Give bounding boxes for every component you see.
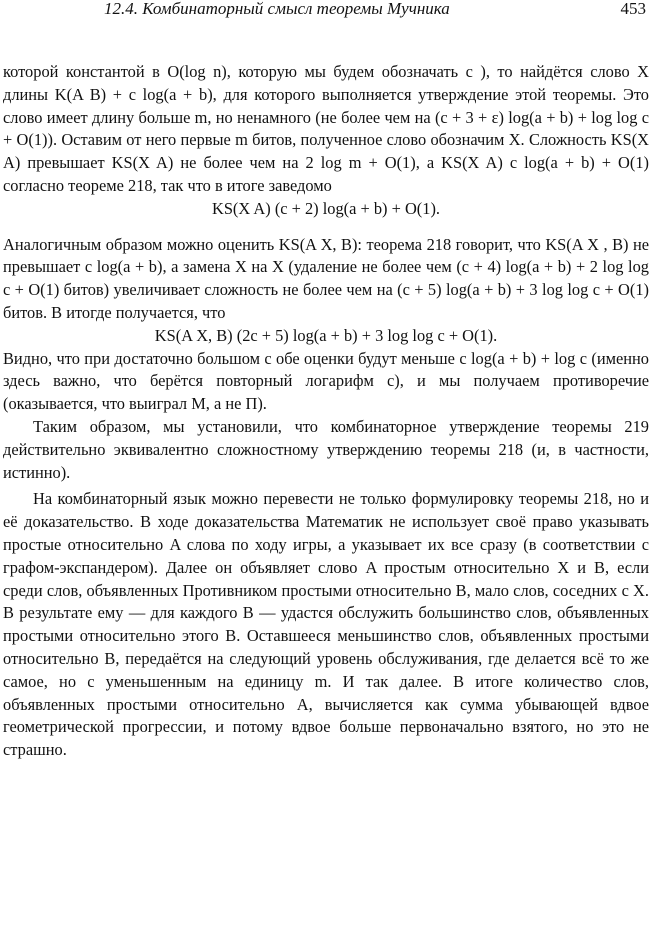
equation-1: KS(X A) (c + 2) log(a + b) + O(1). <box>211 198 440 218</box>
section-title: 12.4. Комбинаторный смысл теоремы Мучника <box>104 0 450 18</box>
paragraph-5: На комбинаторный язык можно перевести не только формулировку теоремы 218, но и её доказательство. В ходе доказательства Математик не использует своё право указывать простые относительно A слова по ходу игры, а указывает их все сразу (в соответствии с графом-экспандером). Далее он объявляет слово A простым относительно X и B, если среди слов, объявленных Противником простыми относительно B, мало слов, соседних с X. В результате ему — для каждого B — удастся обслужить большинство слов, объявленных простыми относительно этого B. Оставшееся меньшинство слов, объявленных простыми относительно B, передаётся на следующий уровень обслуживания, где делается всё то же самое, но с уменьшенным на единицу m. И так далее. В итоге количество слов, объявленных простыми относительно A, вычисляется как сумма убывающей вдвое геометрической прогрессии, и потому вдвое больше первоначально взятого, но это не страшно. <box>3 489 649 760</box>
paragraph-1: которой константой в O(log n), которую мы будем обозначать c ), то найдётся слово X длины K(A B) + c log(a + b), для которого выполняется утверждение этой теоремы. Это слово имеет длину больше m, но ненамного (не более чем на (c + 3 + ε) log(a + b) + log log c + O(1)). Оставим от него первые m битов, полученное слово обозначим X. Сложность KS(X A) превышает KS(X A) не более чем на 2 log m + O(1), а KS(X A) c log(a + b) + O(1) согласно теореме 218, так что в итоге заведомо <box>3 62 649 195</box>
equation-2: KS(A X, B) (2c + 5) log(a + b) + 3 log log c + O(1). <box>154 325 498 345</box>
paragraph-2: Аналогичным образом можно оценить KS(A X, B): теорема 218 говорит, что KS(A X , B) не превышает c log(a + b), а замена X на X (удаление не более чем (c + 4) log(a + b) + 2 log log c + O(1) битов) увеличивает сложность не более чем на (c + 5) log(a + b) + 3 log log c + O(1) битов. В итогде получается, что <box>3 234 649 322</box>
paragraph-3: Видно, что при достаточно большом c обе оценки будут меньше c log(a + b) + log c (именно здесь важно, что берётся повторный логарифм c), и мы получаем противоречие (оказывается, что выиграл М, а не П). <box>3 348 649 414</box>
page-number: 453 <box>620 0 646 18</box>
paragraph-4: Таким образом, мы установили, что комбинаторное утверждение теоремы 219 действительно эквивалентно сложностному утверждению теоремы 218 (и, в частности, истинно). <box>3 416 649 482</box>
running-header <box>0 0 652 22</box>
page-body <box>3 61 649 762</box>
